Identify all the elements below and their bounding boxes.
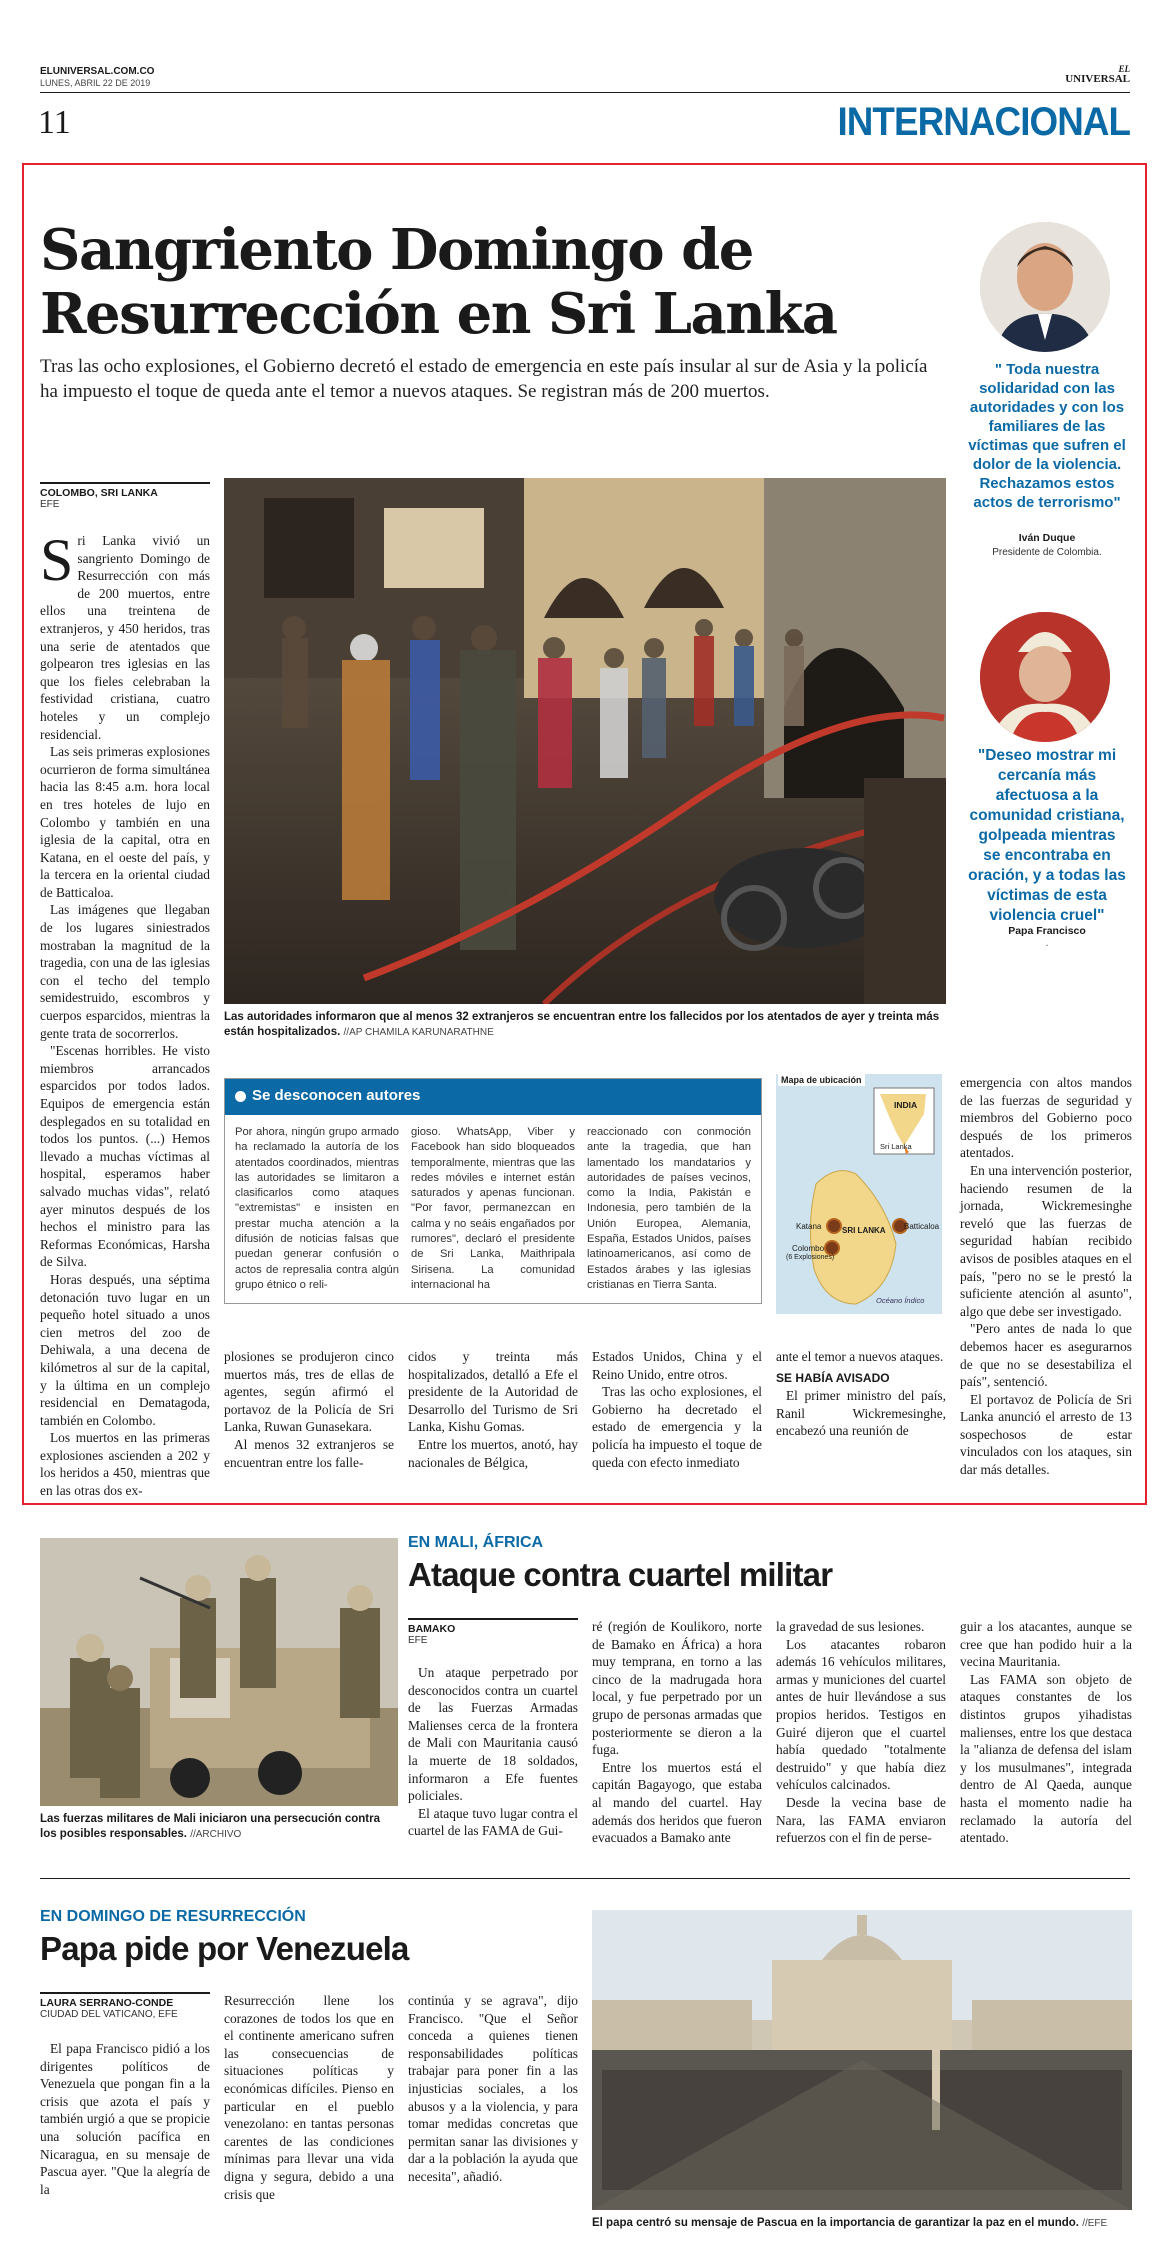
quote-avatar-duque (980, 222, 1110, 352)
lead-body-col5: ante el temor a nuevos ataques. SE HABÍA AVISADO El primer ministro del país, Ranil Wickremesinghe, encabezó una reunión de (776, 1349, 946, 1439)
paragraph: Las seis primeras explosiones ocurrieron de forma simultánea hacia las 8:45 a.m. hora local en tres hoteles de lujo en Colombo y también en una iglesia de la capital, otra en Katana, en el oeste del país, y la tercera en la oriental ciudad de Batticaloa. (40, 744, 210, 900)
explosion-icon (826, 1242, 838, 1254)
paragraph: "Escenas horribles. He visto miembros arrancados esparcidos por todos lados. Equipos de emergencia están desplegados en su totalidad en todos los puntos. (...) Hemos llevado a muchas víctimas al hospital, esperamos haber salvado muchas vidas", relató ayer minutos después de los hechos el ministro para las Reformas Económicas, Harsha de Silva. (40, 1043, 210, 1270)
lead-byline: COLOMBO, SRI LANKA EFE (40, 482, 210, 510)
map-label-colombo-note: (6 Explosiones) (786, 1254, 835, 1261)
map-label-srilanka: SRI LANKA (842, 1226, 886, 1235)
soldiers-photo (40, 1538, 398, 1806)
papa-photo-caption: El papa centró su mensaje de Pascua en la importancia de garantizar la paz en el mundo. //EFE (592, 2217, 1108, 2229)
quote-pope: "Deseo mostrar mi cercanía más afectuosa a la comunidad cristiana, golpeada mientras se encontraba en oración, y a todas las víctimas de esta violencia cruel" (968, 747, 1126, 924)
mali-photo-caption: Las fuerzas militares de Mali iniciaron una persecución contra los posibles responsables. //ARCHIVO (40, 1813, 380, 1840)
quote-pope-role: . (1045, 938, 1049, 949)
papa-headline: Papa pide por Venezuela (40, 1930, 409, 1967)
site-name: ELUNIVERSAL.COM.CO (40, 66, 155, 77)
st-peters-square-photo (592, 1910, 1132, 2210)
mali-kicker: EN MALI, ÁFRICA (408, 1534, 544, 1551)
location-map (776, 1074, 942, 1314)
portrait-icon (980, 612, 1110, 742)
section-divider (40, 1878, 1130, 1879)
sidebar-box (224, 1078, 762, 1304)
paragraph: Horas después, una séptima detonación tuvo lugar en un pequeño hotel situado a unos cien metros del zoo de Dehiwala, a una decena de kilómetros al sur de la capital, y la última en un complejo residencial en Dematagoda, también en Colombo. (40, 1271, 210, 1428)
box-col3: reaccionado con conmoción ante la tragedia, que han lamentado los mandatarios y autoridades de países vecinos, como la India, Pakistán e Indonesia, pero también de la Unión Europea, Alemania, España, Estados Unidos, países latinoamericanos, así como de Estados árabes y las iglesias cristianas en Tierra Santa. (587, 1126, 751, 1291)
sidebar-box-body (225, 1115, 761, 1293)
sidebar-box-header: Se desconocen autores (225, 1079, 761, 1115)
sri-lanka-map (776, 1074, 942, 1314)
papa-photo (592, 1910, 1132, 2210)
map-label-batticaloa: Batticaloa (904, 1222, 940, 1231)
quote-pope-name: Papa Francisco (1008, 925, 1086, 937)
quote-duque-name: Iván Duque (1018, 532, 1076, 544)
lead-headline: Sangriento Domingo de Resurrección en Sri Lanka (40, 217, 837, 347)
mali-body-col3: la gravedad de sus lesiones. Los atacantes robaron además 16 vehículos militares, armas y municiones del cuartel antes de huir llevándose a sus propios heridos. Testigos en Guiré dijeron que el cuartel había quedado "totalmente destruido" y que había diez vehículos calcinados. Desde la vecina base de Nara, las FAMA enviaron refuerzos con el fin de perse- (776, 1619, 946, 1846)
quote-duque-role: Presidente de Colombia. (992, 547, 1102, 558)
map-label-srilanka-inset: Sri Lanka (880, 1142, 912, 1151)
mali-body-col2: ré (región de Koulikoro, norte de Bamako en África) a hora muy temprana, en torno a las cinco de la madrugada hora local, y fue perpetrado por un grupo de personas armadas que posteriormente se dieron a la fuga. Entre los muertos está el capitán Bagayogo, que estaba al mando del cuartel. Hay además dos heridos que fueron evacuados a Bamako ante (592, 1619, 762, 1846)
box-col2: gioso. WhatsApp, Viber y Facebook han sido bloqueados temporalmente, mientras que las redes móviles e internet están saturados y apenas funcionan. "Por favor, permanezcan en calma y no seáis engañados por rumores", declaró el presidente de Sri Lanka, Maithripala Sirisena. La comunidad internacional ha (411, 1126, 575, 1291)
papa-body-col2: Resurrección llene los corazones de todos los que en el continente americano sufren las consecuencias de situaciones políticas y económicas difíciles. Pienso en particular en el pueblo venezolano: en tantas personas carentes de las condiciones mínimas para llevar una vida digna y segura, debido a una crisis que (224, 1993, 394, 2202)
papa-body-col1: El papa Francisco pidió a los dirigentes políticos de Venezuela que pongan fin a la crisis que azota el país y también urgió a que se propicie una solución pacífica en Nicaragua, en su mensaje de Pascua ayer. "Que la alegría de la (40, 2041, 210, 2197)
lead-photo-caption: Las autoridades informaron que al menos 32 extranjeros se encuentran entre los fallecidos por los atentados de ayer y treinta más están hospitalizados. //AP CHAMILA KARUNARATHNE (224, 1011, 940, 1038)
lead-photo (224, 478, 946, 1004)
papa-byline: LAURA SERRANO-CONDE CIUDAD DEL VATICANO, EFE (40, 1992, 210, 2020)
map-label-ocean: Océano Índico (876, 1296, 925, 1305)
map-title: Mapa de ubicación (778, 1074, 865, 1086)
header-rule (40, 92, 1130, 93)
mali-body-col4: guir a los atacantes, aunque se cree que han podido huir a la vecina Mauritania. Las FAMA son objeto de ataques constantes de los distintos grupos yihadistas malienses, entre los que destaca la "alianza de defensa del islam y los musulmanes", integrada dentro de Al Qaeda, aunque hasta el momento nadie ha reclamado la autoría del atentado. (960, 1619, 1132, 1846)
lead-deck: Tras las ocho explosiones, el Gobierno decretó el estado de emergencia en este país insular al sur de Asia y la policía ha impuesto el toque de queda ante el temor a nuevos ataques. Se registran más de 200 muertos. (40, 356, 928, 402)
map-label-india: INDIA (894, 1100, 918, 1110)
mali-body-col1: Un ataque perpetrado por desconocidos contra un cuartel de las Fuerzas Armadas Malienses cerca de la frontera de Mali con Mauritania causó la muerte de 18 soldados, informaron a Efe fuentes policiales. El ataque tuvo lugar contra el cuartel de las FAMA de Gui- (408, 1665, 578, 1839)
mali-headline: Ataque contra cuartel militar (408, 1556, 833, 1593)
papa-kicker: EN DOMINGO DE RESURRECCIÓN (40, 1908, 306, 1925)
lead-body-col3: cidos y treinta más hospitalizados, detalló a Efe el presidente de la Autoridad de Desarrollo del Turismo de Sri Lanka, Kishu Gomas. Entre los muertos, anotó, hay nacionales de Bélgica, (408, 1349, 578, 1470)
lead-body-col1 (40, 527, 210, 1500)
mali-byline: BAMAKO EFE (408, 1618, 578, 1646)
mali-photo (40, 1538, 398, 1806)
newspaper-logo: EL UNIVERSAL (1065, 64, 1130, 85)
quote-duque: " Toda nuestra solidaridad con las autoridades y con los familiares de las víctimas que sufren el dolor de la violencia. Rechazamos estos actos de terrorismo" (968, 361, 1126, 511)
lead-body-col2: plosiones se produjeron cinco muertos más, tres de ellas de agentes, según afirmó el portavoz de la Policía de Sri Lanka, Ruwan Gunasekara. Al menos 32 extranjeros se encuentran entre los falle- (224, 1349, 394, 1470)
page-number: 11 (38, 104, 71, 141)
issue-date: LUNES, ABRIL 22 DE 2019 (40, 78, 151, 88)
bullet-icon (235, 1091, 246, 1102)
section-title: INTERNACIONAL (837, 100, 1130, 144)
map-label-colombo: Colombo (792, 1244, 825, 1253)
subhead: SE HABÍA AVISADO (776, 1370, 890, 1385)
paragraph: Sri Lanka vivió un sangriento Domingo de Resurrección con más de 200 muertos, entre ellos una treintena de extranjeros, y 450 heridos, tras una serie de atentados que golpearon tres iglesias en las que los fieles celebraban la festividad cristiana, cuatro hoteles y un complejo residencial. (40, 527, 210, 742)
lead-body-right-col: emergencia con altos mandos de las fuerzas de seguridad y miembros del Gobierno poco después de los primeros atentados. En una intervención posterior, haciendo resumen de la jornada, Wickremesinghe reveló que las fuerzas de seguridad habían recibido avisos de posibles ataques en el país, "pero no se le prestó la suficiente atención al asunto", algo que debe ser investigado. "Pero antes de nada lo que debemos hacer es asegurarnos de que no se desestabiliza el país", sentenció. El portavoz de Policía de Sri Lanka anunció el arresto de 13 sospechosos de estar vinculados con los ataques, sin dar más detalles. (960, 1075, 1132, 1478)
paragraph: Las imágenes que llegaban de los lugares siniestrados mostraban la magnitud de la tragedia, con una de las iglesias con el techo del templo semidestruido, escombros y cuerpos esparcidos, mientras la gente trata de socorrerlos. (40, 902, 210, 1041)
box-col1: Por ahora, ningún grupo armado ha reclamado la autoría de los atentados coordinados, mientras las autoridades se limitaron a clasificarlos como ataques "extremistas" e insisten en prestar mucha atención a la difusión de noticias falsas que puedan generar confusión o actos de represalia contra algún grupo étnico o reli- (235, 1126, 399, 1291)
quote-avatar-pope (980, 612, 1110, 742)
explosion-icon (828, 1220, 840, 1232)
paragraph: Los muertos en las primeras explosiones ascienden a 202 y los heridos a 450, mientras que en las otras dos ex- (40, 1430, 210, 1499)
papa-body-col3: continúa y se agrava", dijo Francisco. "Que el Señor conceda a quienes tienen responsabilidades políticas trabajar para poner fin a las injusticias sociales, a los abusos y a la violencia, y para tomar medidas concretas que permitan sanar las divisiones y dar a la población la ayuda que necesita", añadió. (408, 1993, 578, 2184)
lead-body-col4: Estados Unidos, China y el Reino Unido, entre otros. Tras las ocho explosiones, el Gobierno ha decretado el estado de emergencia y la policía ha impuesto el toque de queda con efecto inmediato (592, 1349, 762, 1470)
portrait-icon (980, 222, 1110, 352)
drop-cap: S (40, 527, 74, 593)
church-attack-photo (224, 478, 946, 1004)
map-label-katana: Katana (796, 1222, 822, 1231)
